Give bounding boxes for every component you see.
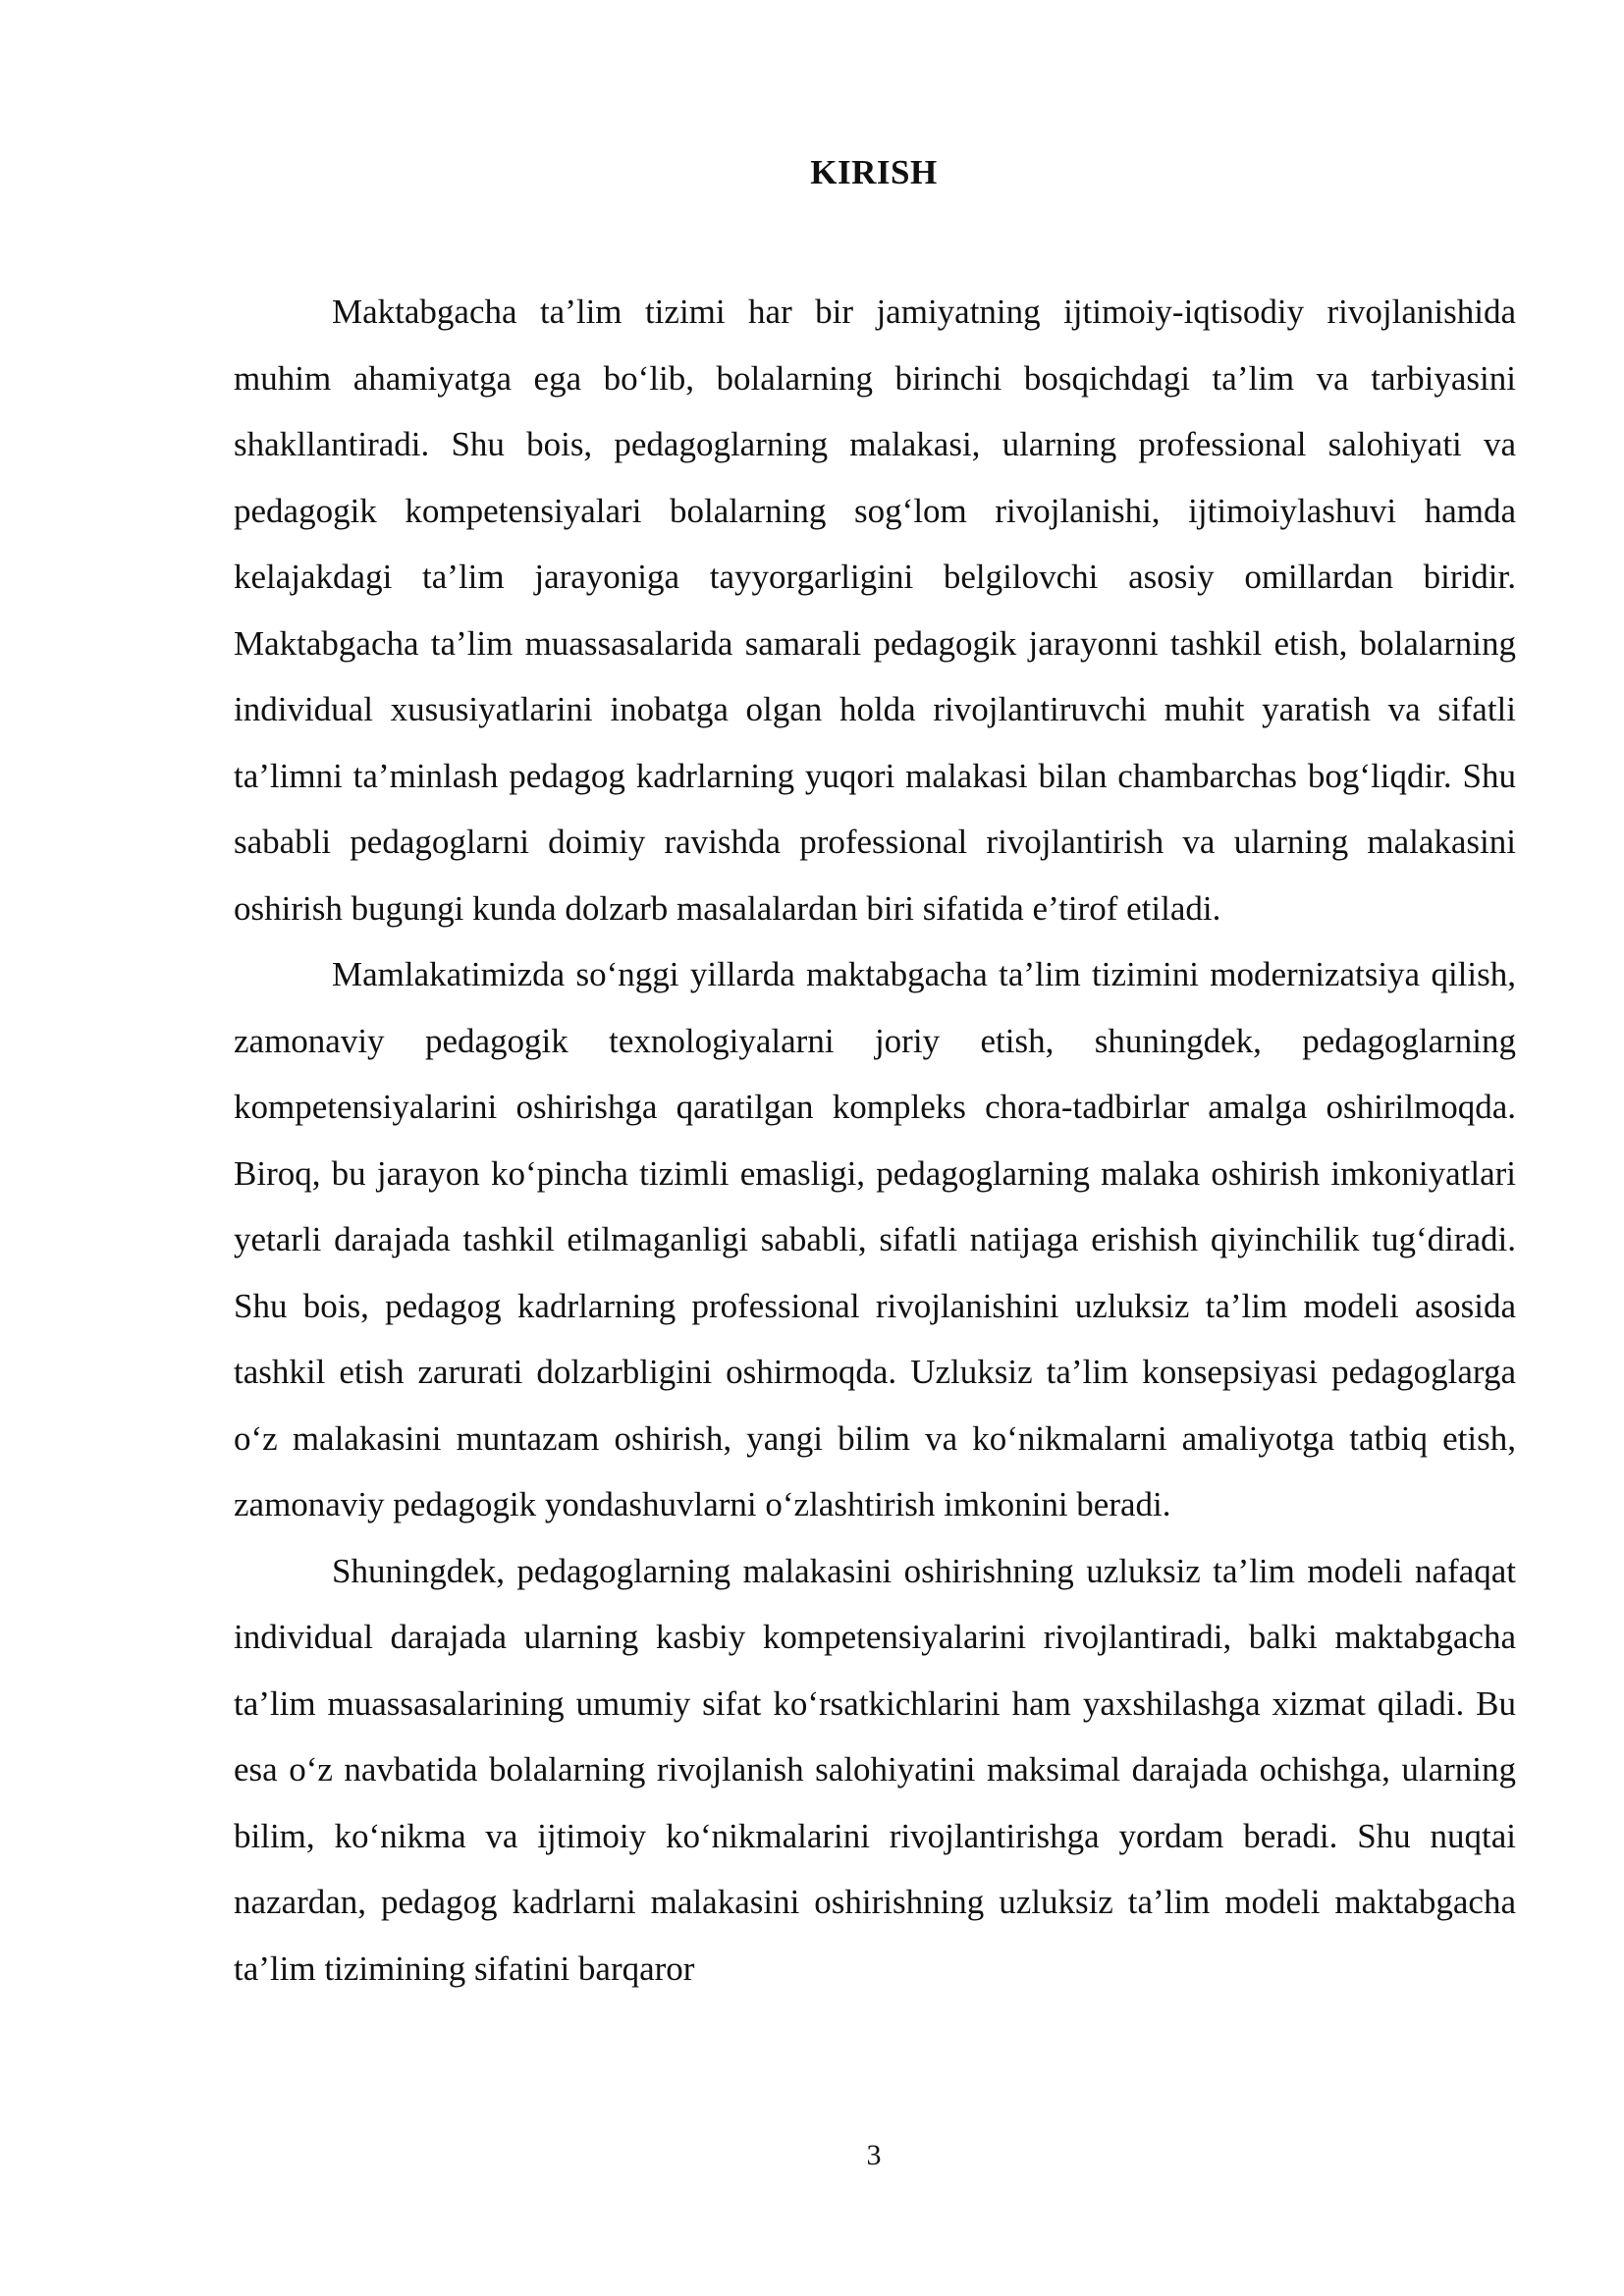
paragraph-3: Shuningdek, pedagoglarning malakasini oshirishning uzluksiz ta’lim modeli nafaqat individual darajada ularning kasbiy kompetensiyalarini rivojlantiradi, balki maktabgacha ta’lim muassasalarining umumiy sifat ko‘rsatkichlarini ham yaxshilashga xizmat qiladi. Bu esa o‘z navbatida bolalarning rivojlanish salohiyatini maksimal darajada ochishga, ularning bilim, ko‘nikma va ijtimoiy ko‘nikmalarini rivojlantirishga yordam beradi. Shu nuqtai nazardan, pedagog kadrlarni malakasini oshirishning uzluksiz ta’lim modeli maktabgacha ta’lim tizimining sifatini barqaror [234, 1551, 1516, 1988]
paragraph-1: Maktabgacha ta’lim tizimi har bir jamiyatning ijtimoiy-iqtisodiy rivojlanishida muhim ahamiyatga ega bo‘lib, bolalarning birinchi bosqichdagi ta’lim va tarbiyasini shakllantiradi. Shu bois, pedagoglarning malakasi, ularning professional salohiyati va pedagogik kompetensiyalari bolalarning sog‘lom rivojlanishi, ijtimoiylashuvi hamda kelajakdagi ta’lim jarayoniga tayyorgarligini belgilovchi asosiy omillardan biridir. Maktabgacha ta’lim muassasalarida samarali pedagogik jarayonni tashkil etish, bolalarning individual xususiyatlarini inobatga olgan holda rivojlantiruvchi muhit yaratish va sifatli ta’limni ta’minlash pedagog kadrlarning yuqori malakasi bilan chambarchas bog‘liqdir. Shu sababli pedagoglarni doimiy ravishda professional rivojlantirish va ularning malakasini oshirish bugungi kunda dolzarb masalalardan biri sifatida e’tirof etiladi. [234, 293, 1516, 928]
page-number: 3 [866, 2139, 882, 2171]
page-heading: KIRISH [810, 153, 938, 191]
body-text [234, 279, 1516, 2002]
paragraph-2: Mamlakatimizda so‘nggi yillarda maktabgacha ta’lim tizimini modernizatsiya qilish, zamonaviy pedagogik texnologiyalarni joriy etish, shuningdek, pedagoglarning kompetensiyalarini oshirishga qaratilgan kompleks chora-tadbirlar amalga oshirilmoqda. Biroq, bu jarayon ko‘pincha tizimli emasligi, pedagoglarning malaka oshirish imkoniyatlari yetarli darajada tashkil etilmaganligi sababli, sifatli natijaga erishish qiyinchilik tug‘diradi. Shu bois, pedagog kadrlarning professional rivojlanishini uzluksiz ta’lim modeli asosida tashkil etish zarurati dolzarbligini oshirmoqda. Uzluksiz ta’lim konsepsiyasi pedagoglarga o‘z malakasini muntazam oshirish, yangi bilim va ko‘nikmalarni amaliyotga tatbiq etish, zamonaviy pedagogik yondashuvlarni o‘zlashtirish imkonini beradi. [234, 955, 1516, 1523]
